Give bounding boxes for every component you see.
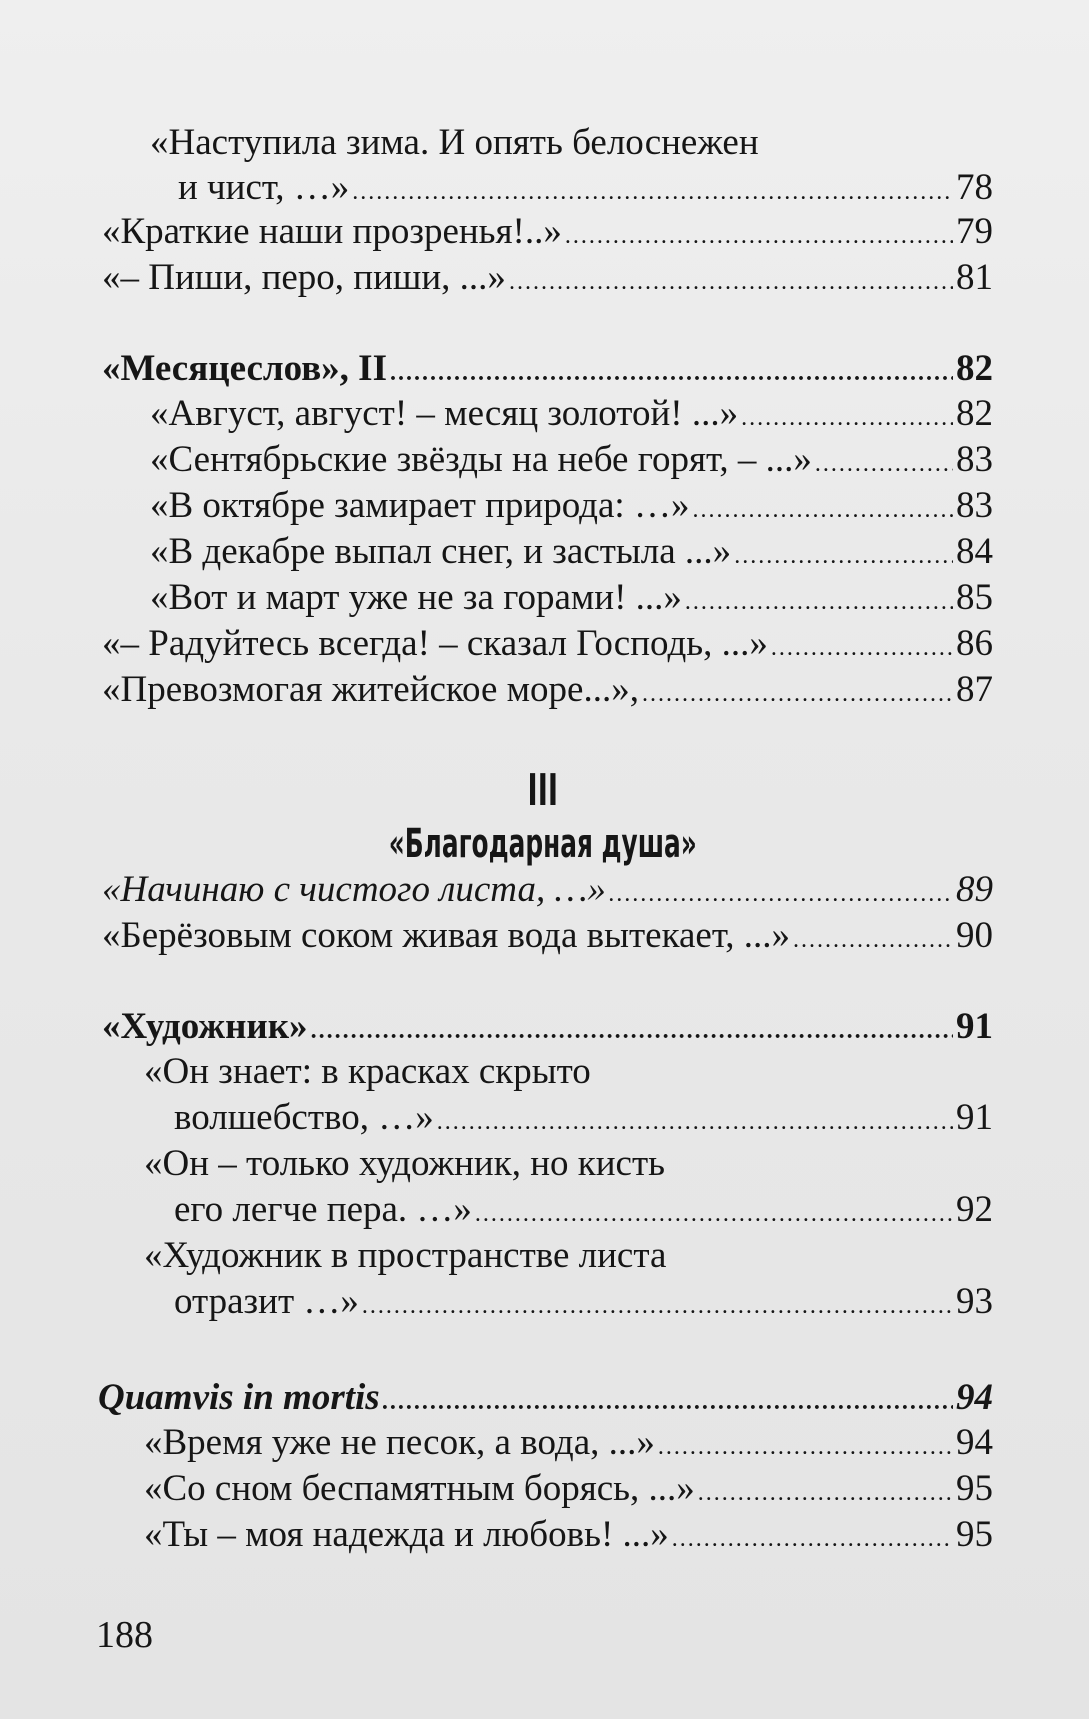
entry-title: «Краткие наши прозренья!..» — [102, 211, 562, 252]
entry-page-number: 78 — [956, 167, 993, 208]
toc-entry — [150, 529, 993, 575]
toc-entry — [144, 1141, 665, 1187]
entry-page-number: 79 — [956, 211, 993, 252]
entry-page-number: 84 — [956, 531, 993, 572]
entry-title: «Превозмогая житейское море...», — [102, 669, 639, 710]
entry-page-number: 86 — [956, 623, 993, 664]
dot-leader — [565, 213, 953, 259]
toc-entry — [102, 621, 993, 667]
entry-title: «– Пиши, перо, пиши, ...» — [102, 257, 506, 298]
toc-entry — [150, 391, 993, 437]
toc-entry — [102, 209, 993, 255]
toc-entry — [174, 1279, 993, 1325]
entry-page-number: 83 — [956, 485, 993, 526]
dot-leader — [734, 533, 953, 579]
entry-title: «Сентябрьские звёзды на небе горят, – ...» — [150, 439, 812, 480]
toc-entry — [144, 1466, 993, 1512]
dot-leader — [383, 1379, 953, 1425]
dot-leader — [771, 625, 953, 671]
entry-title: «Он знает: в красках скрыто — [144, 1051, 591, 1092]
dot-leader — [672, 1516, 953, 1562]
entry-title: «В октябре замирает природа: …» — [150, 485, 690, 526]
entry-page-number: 89 — [956, 869, 993, 910]
section-title: «Благодарная душа» — [388, 821, 697, 867]
toc-entry — [174, 1187, 993, 1233]
entry-page-number: 82 — [956, 393, 993, 434]
toc-entry — [102, 1004, 993, 1050]
toc-entry — [102, 913, 993, 959]
entry-title: «Берёзовым соком живая вода вытекает, ...» — [102, 915, 790, 956]
dot-leader — [741, 395, 953, 441]
dot-leader — [658, 1424, 953, 1470]
entry-page-number: 94 — [956, 1422, 993, 1463]
entry-title: «Ты – моя надежда и любовь! ...» — [144, 1514, 669, 1555]
dot-leader — [475, 1191, 953, 1237]
toc-entry — [98, 1375, 993, 1421]
entry-title: и чист, …» — [178, 167, 350, 208]
toc-entry — [150, 483, 993, 529]
entry-title: «Время уже не песок, а вода, ...» — [144, 1422, 655, 1463]
entry-page-number: 93 — [956, 1281, 993, 1322]
toc-entry — [102, 346, 993, 392]
entry-page-number: 91 — [956, 1006, 993, 1047]
dot-leader — [685, 579, 953, 625]
entry-title: «– Радуйтесь всегда! – сказал Господь, ...» — [102, 623, 768, 664]
entry-page-number: 95 — [956, 1514, 993, 1555]
entry-title: отразит …» — [174, 1281, 359, 1322]
entry-title: «Месяцеслов», II — [102, 348, 387, 389]
dot-leader — [642, 671, 953, 717]
toc-entry — [174, 1095, 993, 1141]
toc-entry — [150, 120, 759, 166]
toc-entry — [102, 255, 993, 301]
entry-page-number: 91 — [956, 1097, 993, 1138]
entry-title: «Он – только художник, но кисть — [144, 1143, 665, 1184]
entry-page-number: 82 — [956, 348, 993, 389]
dot-leader — [815, 441, 953, 487]
toc-entry — [102, 867, 993, 913]
toc-entry — [178, 165, 993, 211]
toc-entry — [150, 437, 993, 483]
dot-leader — [437, 1099, 953, 1145]
dot-leader — [362, 1283, 953, 1329]
entry-title: «Начинаю с чистого листа, …» — [102, 869, 606, 910]
entry-page-number: 95 — [956, 1468, 993, 1509]
entry-page-number: 94 — [956, 1377, 993, 1418]
entry-title: «В декабре выпал снег, и застыла ...» — [150, 531, 732, 572]
entry-title: «Художник в пространстве листа — [144, 1235, 667, 1276]
entry-page-number: 87 — [956, 669, 993, 710]
entry-title: «Со сном беспамятным борясь, ...» — [144, 1468, 695, 1509]
toc-entry — [144, 1420, 993, 1466]
toc-entry — [144, 1049, 591, 1095]
toc-entry — [102, 667, 993, 713]
toc-entry — [150, 575, 993, 621]
dot-leader — [311, 1008, 953, 1054]
dot-leader — [793, 917, 953, 963]
entry-title: «Художник» — [102, 1006, 308, 1047]
dot-leader — [692, 487, 953, 533]
entry-page-number: 81 — [956, 257, 993, 298]
entry-page-number: 90 — [956, 915, 993, 956]
entry-title: волшебство, …» — [174, 1097, 434, 1138]
entry-title: его легче пера. …» — [174, 1189, 472, 1230]
section-number: III — [527, 765, 559, 816]
entry-title: «Наступила зима. И опять белоснежен — [150, 122, 759, 163]
toc-entry — [144, 1512, 993, 1558]
entry-page-number: 83 — [956, 439, 993, 480]
dot-leader — [390, 350, 953, 396]
page-number: 188 — [96, 1614, 153, 1656]
dot-leader — [609, 871, 953, 917]
entry-page-number: 85 — [956, 577, 993, 618]
entry-title: «Вот и март уже не за горами! ...» — [150, 577, 682, 618]
dot-leader — [698, 1470, 953, 1516]
dot-leader — [509, 259, 953, 305]
entry-title: Quamvis in mortis — [98, 1377, 380, 1418]
toc-entry — [144, 1233, 666, 1279]
entry-page-number: 92 — [956, 1189, 993, 1230]
entry-title: «Август, август! – месяц золотой! ...» — [150, 393, 739, 434]
